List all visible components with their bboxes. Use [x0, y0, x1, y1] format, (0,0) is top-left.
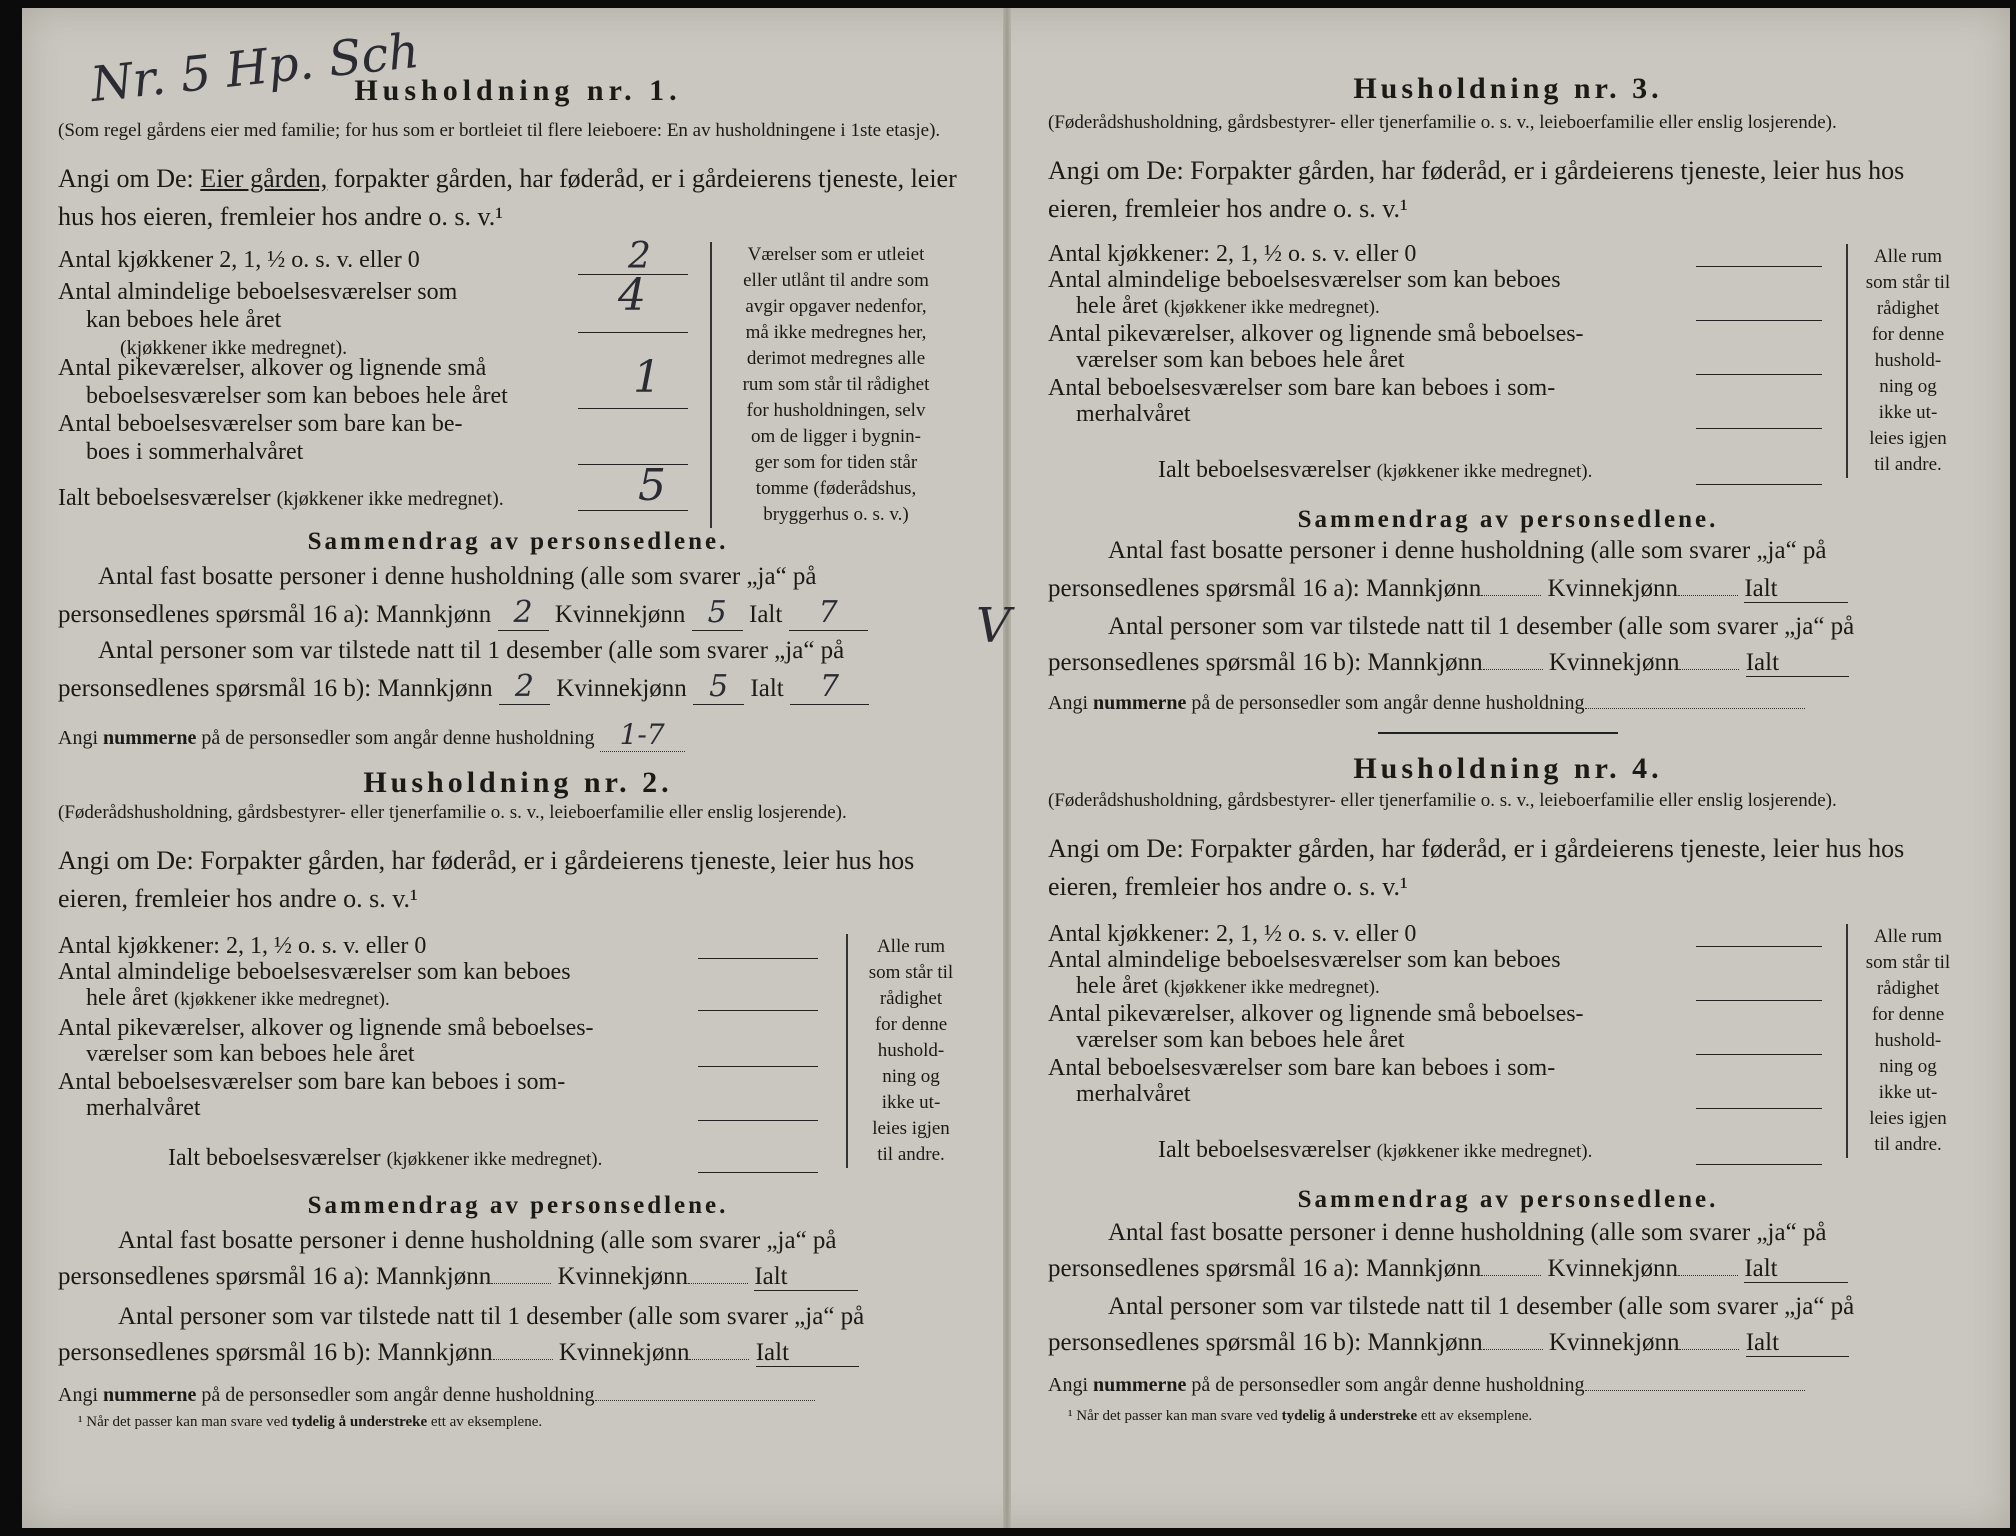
ialt-answer-line	[1696, 484, 1822, 485]
brace-line: ger som for tiden står	[754, 452, 918, 473]
household-2-brace-note	[846, 934, 966, 1168]
alm-answer-line	[1696, 320, 1822, 321]
fast-line-1: Antal fast bosatte personer i denne husholdning (alle som svarer „ja“ på	[118, 1227, 837, 1254]
pike-label-1: Antal pikeværelser, alkover og lignende små beboelses-	[1048, 1001, 1584, 1027]
ialt-label-small: (kjøkkener ikke medregnet).	[1376, 461, 1593, 482]
sommer-label-1: Antal beboelsesværelser som bare kan beboes i som-	[58, 1069, 566, 1095]
alm-label-1: Antal almindelige beboelsesværelser som kan beboes	[1048, 267, 1561, 293]
check-mark: V	[976, 598, 1011, 654]
nummer-line	[58, 718, 685, 751]
brace-line: tomme (føderådshus,	[755, 478, 917, 499]
ialt-answer-line	[698, 1172, 818, 1173]
sommer-label-1: Antal beboelsesværelser som bare kan beboes i som-	[1048, 375, 1556, 401]
mann-label: Mannkjønn	[1365, 1255, 1482, 1282]
ialt-label-text: Ialt beboelsesværelser	[1158, 457, 1371, 483]
tilstede-line-1: Antal personer som var tilstede natt til 1 desember (alle som svarer „ja“ på	[98, 637, 845, 664]
tilstede-line-1: Antal personer som var tilstede natt til 1 desember (alle som svarer „ja“ på	[1108, 1293, 1855, 1320]
tilstede-line-2	[58, 1338, 859, 1368]
alm-label-1: Antal almindelige beboelsesværelser som	[58, 279, 458, 305]
angi-text: Forpakter gården, har føderåd, er i gårdeierens tjeneste, leier hus hos eieren, fremleier hos andre o. s. v.¹	[58, 846, 915, 913]
angi-underlined-choice: Eier gården,	[200, 164, 328, 193]
pike-label-2: værelser som kan beboes hele året	[1076, 1027, 1405, 1053]
fast-line-1: Antal fast bosatte personer i denne husholdning (alle som svarer „ja“ på	[1108, 537, 1827, 564]
household-4-title: Husholdning nr. 4.	[1353, 752, 1663, 785]
household-2-title: Husholdning nr. 2.	[363, 766, 673, 799]
kvinne-label: Kvinnekjønn	[558, 1339, 690, 1366]
mann-label: Mannkjønn	[1365, 575, 1482, 602]
nummer-pre: Angi	[1048, 692, 1088, 714]
brace-line: rådighet	[879, 988, 943, 1009]
ialt-label: Ialt	[1746, 1329, 1849, 1357]
angi-label: Angi om De:	[1048, 156, 1184, 185]
household-1-note: (Som regel gårdens eier med familie; for hus som er bortleiet til flere leieboere: En av husholdningene i 1ste etasje).	[58, 120, 941, 141]
alm-label-3: (kjøkkener ikke medregnet).	[120, 337, 348, 359]
household-4-note: (Føderådshusholdning, gårdsbestyrer- eller tjenerfamilie o. s. v., leieboerfamilie eller enslig losjerende).	[1048, 790, 1837, 811]
brace-line: ikke ut-	[1878, 402, 1938, 423]
kjokkener-answer-line	[698, 958, 818, 959]
sommer-answer-line	[1696, 1108, 1822, 1109]
tilstede-label: personsedlenes spørsmål 16 b):	[1048, 1329, 1362, 1356]
alm-label-2-small: (kjøkkener ikke medregnet).	[1163, 977, 1380, 998]
nummer-pre: Angi	[1048, 1374, 1088, 1396]
kvinne-fill	[1679, 1348, 1739, 1350]
brace-line: derimot medregnes alle	[746, 348, 926, 369]
nummer-fill	[595, 1399, 815, 1401]
mann-label: Mannkjønn	[1367, 649, 1483, 676]
ialt-label: Ialt	[756, 1339, 859, 1367]
household-4-summary-title: Sammendrag av personsedlene.	[1297, 1186, 1719, 1213]
pike-answer-line	[578, 408, 688, 409]
brace-line: til andre.	[1874, 454, 1942, 475]
brace-line: ikke ut-	[1878, 1082, 1938, 1103]
alm-label-2	[86, 984, 390, 1014]
nummer-pre: Angi	[58, 1384, 98, 1406]
sommer-label-2: merhalvåret	[1076, 401, 1191, 427]
sommer-label-2: merhalvåret	[1076, 1081, 1191, 1107]
brace-line: for denne	[874, 1014, 948, 1035]
kjokkener-label: Antal kjøkkener: 2, 1, ½ o. s. v. eller 0	[1048, 921, 1417, 947]
pike-label-1: Antal pikeværelser, alkover og lignende små beboelses-	[1048, 321, 1584, 347]
alm-label-2-text: hele året	[1076, 293, 1158, 319]
alm-answer-line	[1696, 1000, 1822, 1001]
pike-label-2: værelser som kan beboes hele året	[86, 1041, 415, 1067]
brace-line: Værelser som er utleiet	[747, 244, 925, 265]
household-2-summary-title: Sammendrag av personsedlene.	[307, 1192, 729, 1219]
alm-answer-line	[578, 332, 688, 333]
ialt-answer-line	[1696, 1164, 1822, 1165]
nummer-fill	[1585, 707, 1805, 709]
ialt-label: Ialt	[1744, 575, 1847, 603]
angi-text: Forpakter gården, har føderåd, er i gårdeierens tjeneste, leier hus hos eieren, fremleier hos andre o. s. v.¹	[1048, 834, 1905, 901]
mann-label: Mannkjønn	[377, 675, 493, 702]
fast-label: personsedlenes spørsmål 16 a):	[1048, 1255, 1360, 1282]
brace-line: leies igjen	[872, 1118, 950, 1139]
fast-line-1: Antal fast bosatte personer i denne husholdning (alle som svarer „ja“ på	[98, 563, 817, 590]
alm-answer-line	[698, 1010, 818, 1011]
fast-line-2	[58, 1262, 858, 1292]
brace-line: bryggerhus o. s. v.)	[763, 504, 909, 525]
ialt-label	[1158, 456, 1592, 486]
fast-mann-value: 2	[498, 595, 549, 631]
brace-line: ikke ut-	[881, 1092, 941, 1113]
angi-label: Angi om De:	[1048, 834, 1184, 863]
brace-line: som står til	[1865, 952, 1951, 973]
footnote	[78, 1414, 542, 1431]
mann-fill	[1483, 1348, 1543, 1350]
pike-label-2: værelser som kan beboes hele året	[1076, 347, 1405, 373]
angi-label: Angi om De:	[58, 846, 194, 875]
tilstede-kvinne-value: 5	[693, 669, 744, 705]
brace-line: som står til	[1865, 272, 1951, 293]
nummer-bold: nummerne	[103, 727, 197, 749]
nummer-post: på de personsedler som angår denne husholdning	[1191, 692, 1585, 714]
ialt-label-text: Ialt beboelsesværelser	[58, 485, 271, 511]
mann-label: Mannkjønn	[1367, 1329, 1483, 1356]
kvinne-label: Kvinnekjønn	[1547, 1255, 1679, 1282]
kjokkener-value: 2	[628, 236, 651, 277]
kvinne-fill	[1678, 594, 1738, 596]
kjokkener-answer-line	[1696, 266, 1822, 267]
tilstede-line-2	[1048, 1328, 1849, 1358]
fast-line-2	[1048, 1254, 1848, 1284]
brace-line: hushold-	[1874, 350, 1942, 371]
household-2-note: (Føderådshusholdning, gårdsbestyrer- eller tjenerfamilie o. s. v., leieboerfamilie eller enslig losjerende).	[58, 802, 847, 823]
ialt-label: Ialt	[1746, 649, 1849, 677]
household-3-title: Husholdning nr. 3.	[1353, 72, 1663, 105]
kvinne-fill	[689, 1358, 749, 1360]
household-1-title: Husholdning nr. 1.	[354, 74, 682, 107]
household-3-brace-note	[1846, 244, 1960, 478]
footnote-pre: ¹ Når det passer kan man svare ved	[1068, 1408, 1278, 1424]
alm-label-2-text: hele året	[86, 985, 168, 1011]
ialt-label	[58, 484, 504, 513]
kvinne-label: Kvinnekjønn	[556, 675, 687, 702]
alm-label-2: kan beboes hele året	[86, 307, 282, 333]
brace-line: rådighet	[1876, 298, 1940, 319]
nummer-line	[1048, 692, 1805, 715]
nummer-post: på de personsedler som angår denne husholdning	[201, 1384, 595, 1406]
kjokkener-label: Antal kjøkkener 2, 1, ½ o. s. v. eller 0	[58, 247, 420, 273]
footnote	[1068, 1408, 1532, 1425]
tilstede-line-1: Antal personer som var tilstede natt til 1 desember (alle som svarer „ja“ på	[1108, 613, 1855, 640]
brace-line: hushold-	[877, 1040, 945, 1061]
sommer-answer-line	[578, 464, 688, 465]
fast-label: personsedlenes spørsmål 16 a):	[58, 1263, 370, 1290]
fast-label: personsedlenes spørsmål 16 a):	[58, 601, 370, 628]
tilstede-label: personsedlenes spørsmål 16 b):	[58, 1339, 372, 1366]
household-3-note: (Føderådshusholdning, gårdsbestyrer- eller tjenerfamilie o. s. v., leieboerfamilie eller enslig losjerende).	[1048, 112, 1837, 133]
kvinne-label: Kvinnekjønn	[557, 1263, 689, 1290]
page-fold	[1003, 8, 1011, 1528]
tilstede-line-1: Antal personer som var tilstede natt til 1 desember (alle som svarer „ja“ på	[118, 1303, 865, 1330]
kvinne-label: Kvinnekjønn	[1547, 575, 1679, 602]
ialt-label: Ialt	[1744, 1255, 1847, 1283]
mann-fill	[1483, 668, 1543, 670]
ialt-label	[1158, 1136, 1592, 1166]
ialt-answer-line	[578, 510, 688, 511]
footnote-bold: tydelig å understreke	[1281, 1408, 1418, 1424]
fast-line-2	[58, 595, 868, 630]
kvinne-fill	[688, 1282, 748, 1284]
brace-line: leies igjen	[1869, 1108, 1947, 1129]
ialt-label	[168, 1144, 602, 1174]
nummer-bold: nummerne	[1093, 692, 1187, 714]
sommer-answer-line	[698, 1120, 818, 1121]
nummer-line	[58, 1384, 815, 1407]
section-separator	[1378, 732, 1618, 734]
ialt-label: Ialt	[750, 675, 784, 702]
tilstede-mann-value: 2	[499, 669, 550, 705]
sommer-label-1: Antal beboelsesværelser som bare kan beboes i som-	[1048, 1055, 1556, 1081]
brace-line: ning og	[1879, 1056, 1937, 1077]
pike-label-1: Antal pikeværelser, alkover og lignende små beboelses-	[58, 1015, 594, 1041]
brace-line: for husholdningen, selv	[746, 400, 926, 421]
ialt-label: Ialt	[754, 1263, 857, 1291]
mann-fill	[1481, 594, 1541, 596]
nummer-bold: nummerne	[1093, 1374, 1187, 1396]
tilstede-label: personsedlenes spørsmål 16 b):	[1048, 649, 1362, 676]
mann-fill	[491, 1282, 551, 1284]
pike-answer-line	[1696, 374, 1822, 375]
ialt-value: 5	[638, 460, 666, 511]
brace-line: Alle rum	[876, 936, 946, 957]
brace-line: Alle rum	[1873, 246, 1943, 267]
tilstede-line-2	[1048, 648, 1849, 678]
brace-line: hushold-	[1874, 1030, 1942, 1051]
mann-fill	[1481, 1274, 1541, 1276]
ialt-label: Ialt	[749, 601, 783, 628]
ialt-label-text: Ialt beboelsesværelser	[1158, 1137, 1371, 1163]
fast-line-1: Antal fast bosatte personer i denne husholdning (alle som svarer „ja“ på	[1108, 1219, 1827, 1246]
nummer-fill	[1585, 1389, 1805, 1391]
nummer-line	[1048, 1374, 1805, 1397]
brace-line: ning og	[882, 1066, 940, 1087]
alm-label-2	[1076, 972, 1380, 1002]
sommer-label-1: Antal beboelsesværelser som bare kan be-	[58, 411, 463, 437]
nummer-pre: Angi	[58, 727, 98, 749]
household-4-angi	[1048, 830, 1968, 906]
brace-line: avgir opgaver nedenfor,	[745, 296, 927, 317]
alm-label-2	[1076, 292, 1380, 322]
household-1-angi	[58, 160, 978, 236]
kvinne-label: Kvinnekjønn	[1548, 1329, 1680, 1356]
brace-line: for denne	[1871, 1004, 1945, 1025]
household-3-summary-title: Sammendrag av personsedlene.	[1297, 506, 1719, 533]
household-3-angi	[1048, 152, 1968, 228]
pike-label-1: Antal pikeværelser, alkover og lignende små	[58, 355, 487, 381]
brace-line: rum som står til rådighet	[742, 374, 930, 395]
mann-label: Mannkjønn	[375, 1263, 492, 1290]
angi-text: forpakter gården, har føderåd, er i gårdeierens tjeneste, leier hus hos eieren, fremleier hos andre o. s. v.¹	[58, 164, 957, 231]
brace-line: rådighet	[1876, 978, 1940, 999]
footnote-bold: tydelig å understreke	[291, 1414, 428, 1430]
sommer-label-2: merhalvåret	[86, 1095, 201, 1121]
brace-line: leies igjen	[1869, 428, 1947, 449]
brace-line: som står til	[868, 962, 954, 983]
brace-line: til andre.	[877, 1144, 945, 1165]
alm-value: 4	[618, 270, 646, 321]
mann-fill	[493, 1358, 553, 1360]
alm-label-1: Antal almindelige beboelsesværelser som kan beboes	[1048, 947, 1561, 973]
brace-line: Alle rum	[1873, 926, 1943, 947]
kjokkener-answer-line	[1696, 946, 1822, 947]
fast-ialt-value: 7	[789, 595, 868, 631]
brace-line: eller utlånt til andre som	[743, 270, 929, 291]
sommer-answer-line	[1696, 428, 1822, 429]
sommer-label-2: boes i sommerhalvåret	[86, 439, 304, 465]
ialt-label-small: (kjøkkener ikke medregnet).	[276, 488, 504, 510]
mann-label: Mannkjønn	[377, 1339, 493, 1366]
brace-line: ning og	[1879, 376, 1937, 397]
brace-line: om de ligger i bygnin-	[751, 426, 921, 447]
kvinne-label: Kvinnekjønn	[554, 601, 686, 628]
footnote-post: ett av eksemplene.	[1420, 1408, 1533, 1424]
kvinne-fill	[1679, 668, 1739, 670]
alm-label-2-text: hele året	[1076, 973, 1158, 999]
kvinne-fill	[1678, 1274, 1738, 1276]
kjokkener-label: Antal kjøkkener: 2, 1, ½ o. s. v. eller 0	[1048, 241, 1417, 267]
brace-line: til andre.	[1874, 1134, 1942, 1155]
fast-line-2	[1048, 574, 1848, 604]
mann-label: Mannkjønn	[375, 601, 492, 628]
kvinne-label: Kvinnekjønn	[1548, 649, 1680, 676]
pike-label-2: beboelsesværelser som kan beboes hele året	[86, 383, 508, 409]
household-4-brace-note	[1846, 924, 1960, 1158]
pike-answer-line	[1696, 1054, 1822, 1055]
ialt-label-text: Ialt beboelsesværelser	[168, 1145, 381, 1171]
alm-label-1: Antal almindelige beboelsesværelser som kan beboes	[58, 959, 571, 985]
footnote-post: ett av eksemplene.	[430, 1414, 543, 1430]
household-2-angi	[58, 842, 978, 918]
brace-line: må ikke medregnes her,	[745, 322, 927, 343]
pike-answer-line	[698, 1066, 818, 1067]
tilstede-ialt-value: 7	[790, 669, 869, 705]
footnote-pre: ¹ Når det passer kan man svare ved	[78, 1414, 288, 1430]
nummer-post: på de personsedler som angår denne husholdning	[1191, 1374, 1585, 1396]
angi-label: Angi om De:	[58, 164, 194, 193]
household-1-summary-title: Sammendrag av personsedlene.	[307, 528, 729, 555]
brace-line: for denne	[1871, 324, 1945, 345]
alm-label-2-small: (kjøkkener ikke medregnet).	[173, 989, 390, 1010]
ialt-label-small: (kjøkkener ikke medregnet).	[1376, 1141, 1593, 1162]
ialt-label-small: (kjøkkener ikke medregnet).	[386, 1149, 603, 1170]
household-1-brace-note	[710, 242, 952, 528]
tilstede-line-2	[58, 669, 869, 704]
tilstede-label: personsedlenes spørsmål 16 b):	[58, 675, 372, 702]
fast-kvinne-value: 5	[692, 595, 743, 631]
alm-label-2-small: (kjøkkener ikke medregnet).	[1163, 297, 1380, 318]
margin-note: Nr. 5 Hp. Sch	[87, 22, 422, 114]
nummer-bold: nummerne	[103, 1384, 197, 1406]
fast-label: personsedlenes spørsmål 16 a):	[1048, 575, 1360, 602]
angi-text: Forpakter gården, har føderåd, er i gårdeierens tjeneste, leier hus hos eieren, fremleier hos andre o. s. v.¹	[1048, 156, 1905, 223]
pike-value: 1	[633, 352, 661, 403]
kjokkener-label: Antal kjøkkener: 2, 1, ½ o. s. v. eller 0	[58, 933, 427, 959]
nummer-value: 1-7	[600, 718, 685, 752]
nummer-post: på de personsedler som angår denne husholdning	[201, 727, 595, 749]
